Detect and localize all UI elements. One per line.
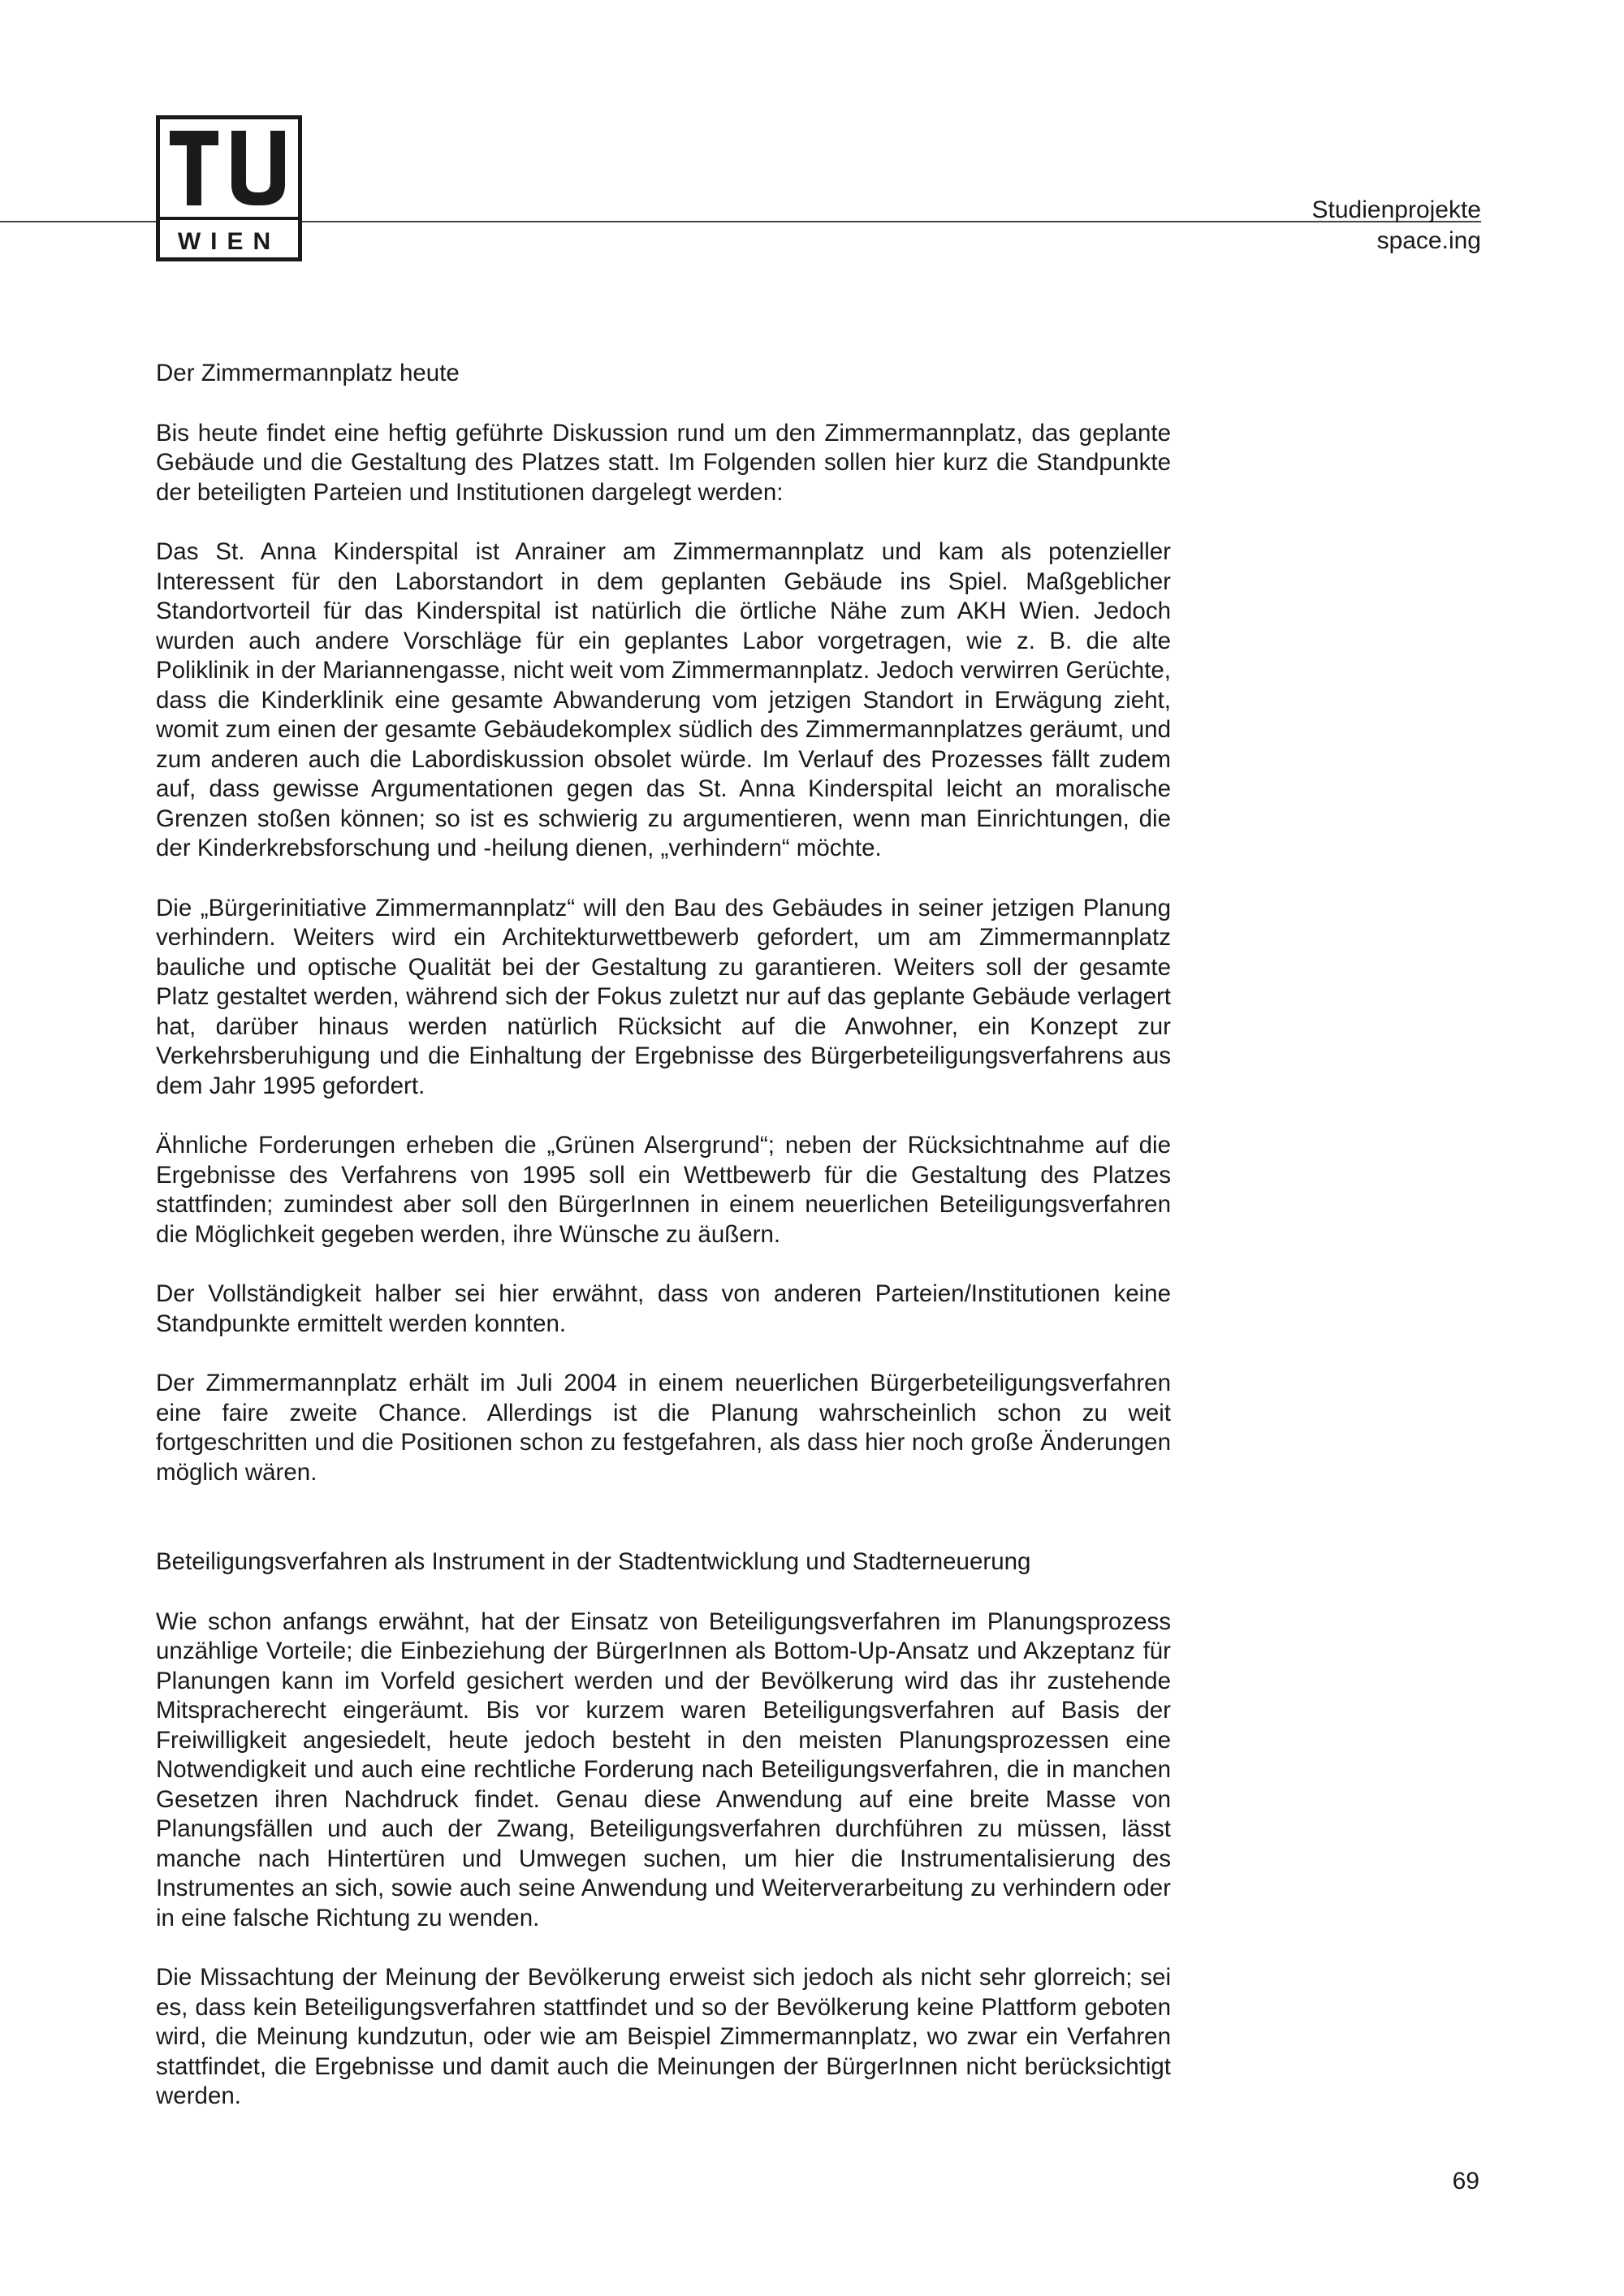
paragraph: Ähnliche Forderungen erheben die „Grünen Alsergrund“; neben der Rücksichtnahme auf die Ergebnisse des Verfahrens von 1995 soll ein Wettbewerb für die Gestaltung des Platzes stattfinden; zumindest aber soll den BürgerInnen in einem neuerlichen Beteiligungsverfahren die Möglichkeit gegeben werden, ihre Wünsche zu äußern. bbox=[156, 1132, 1171, 1248]
paragraph: Wie schon anfangs erwähnt, hat der Einsatz von Beteiligungsverfahren im Planungsprozess unzählige Vorteile; die Einbeziehung der BürgerInnen als Bottom-Up-Ansatz und Akzeptanz für Planungen kann im Vorfeld gesichert werden und der Bevölkerung wird das ihr zustehende Mitspracherecht eingeräumt. Bis vor kurzem waren Beteiligungsverfahren auf Basis der Freiwilligkeit angesiedelt, heute jedoch besteht in den meisten Planungsprozessen eine Notwendigkeit und auch eine rechtliche Forderung nach Beteiligungsverfahren, die in manchen Gesetzen ihren Nachdruck findet. Genau diese Anwendung auf eine breite Masse von Planungsfällen und auch der Zwang, Beteiligungsverfahren durchführen zu müssen, lässt manche nach Hintertüren und Umwegen suchen, um hier die Instrumentalisierung des Instrumentes an sich, sowie auch seine Anwendung und Weiterverarbeitung zu verhindern oder in eine falsche Richtung zu wenden. bbox=[156, 1608, 1171, 1931]
header-project-name: space.ing bbox=[1376, 227, 1481, 254]
paragraph: Die „Bürgerinitiative Zimmermannplatz“ will den Bau des Gebäudes in seiner jetzigen Planung verhindern. Weiters wird ein Architekturwettbewerb gefordert, um am Zimmermannplatz bauliche und optische Qualität bei der Gestaltung zu garantieren. Weiters soll der gesamte Platz gestaltet werden, während sich der Fokus zuletzt nur auf das geplante Gebäude verlagert hat, darüber hinaus werden natürlich Rücksicht auf die Anwohner, ein Konzept zur Verkehrsberuhigung und die Einhaltung der Ergebnisse des Bürgerbeteiligungsverfahrens aus dem Jahr 1995 gefordert. bbox=[156, 894, 1171, 1099]
logo-word: WIEN bbox=[177, 228, 281, 255]
paragraph: Die Missachtung der Meinung der Bevölkerung erweist sich jedoch als nicht sehr glorreich; sei es, dass kein Beteiligungsverfahren stattfindet und so der Bevölkerung keine Plattform geboten wird, die Meinung kundzutun, oder wie am Beispiel Zimmermannplatz, wo zwar ein Verfahren stattfindet, die Ergebnisse und damit auch die Meinungen der BürgerInnen nicht berücksichtigt werden. bbox=[156, 1964, 1171, 2109]
section-heading: Beteiligungsverfahren als Instrument in der Stadtentwicklung und Stadterneuerung bbox=[156, 1548, 1031, 1575]
tu-wien-logo bbox=[156, 115, 302, 261]
header-project-label: Studienprojekte bbox=[1311, 196, 1481, 223]
page-number: 69 bbox=[1452, 2168, 1479, 2195]
paragraph: Bis heute findet eine heftig geführte Diskussion rund um den Zimmermannplatz, das geplante Gebäude und die Gestaltung des Platzes statt. Im Folgenden sollen hier kurz die Standpunkte der beteiligten Parteien und Institutionen dargelegt werden: bbox=[156, 419, 1171, 506]
section-gap bbox=[156, 1517, 1171, 1547]
paragraph: Das St. Anna Kinderspital ist Anrainer am Zimmermannplatz und kam als potenzieller Interessent für den Laborstandort in dem geplanten Gebäude ins Spiel. Maßgeblicher Standortvorteil für das Kinderspital ist natürlich die örtliche Nähe zum AKH Wien. Jedoch wurden auch andere Vorschläge für ein geplantes Labor vorgetragen, wie z. B. die alte Poliklinik in der Mariannengasse, nicht weit vom Zimmermannplatz. Jedoch verwirren Gerüchte, dass die Kinderklinik eine gesamte Abwanderung vom jetzigen Standort in Erwägung zieht, womit zum einen der gesamte Gebäudekomplex südlich des Zimmermannplatzes geräumt, und zum anderen auch die Labordiskussion obsolet würde. Im Verlauf des Prozesses fällt zudem auf, dass gewisse Argumentationen gegen das St. Anna Kinderspital leicht an moralische Grenzen stoßen können; so ist es schwierig zu argumentieren, wenn man Einrichtungen, die der Kinderkrebsforschung und -heilung dienen, „verhindern“ möchte. bbox=[156, 538, 1171, 861]
tu-wien-logo-mark bbox=[160, 119, 298, 257]
paragraph: Der Zimmermannplatz erhält im Juli 2004 in einem neuerlichen Bürgerbeteiligungsverfahren eine faire zweite Chance. Allerdings ist die Planung wahrscheinlich schon zu weit fortgeschritten und die Positionen schon zu festgefahren, als dass hier noch große Änderungen möglich wären. bbox=[156, 1370, 1171, 1486]
main-content bbox=[156, 359, 1171, 2112]
section-heading: Der Zimmermannplatz heute bbox=[156, 360, 460, 386]
paragraph: Der Vollständigkeit halber sei hier erwähnt, dass von anderen Parteien/Institutionen keine Standpunkte ermittelt werden konnten. bbox=[156, 1280, 1171, 1337]
header-info bbox=[1312, 195, 1481, 257]
